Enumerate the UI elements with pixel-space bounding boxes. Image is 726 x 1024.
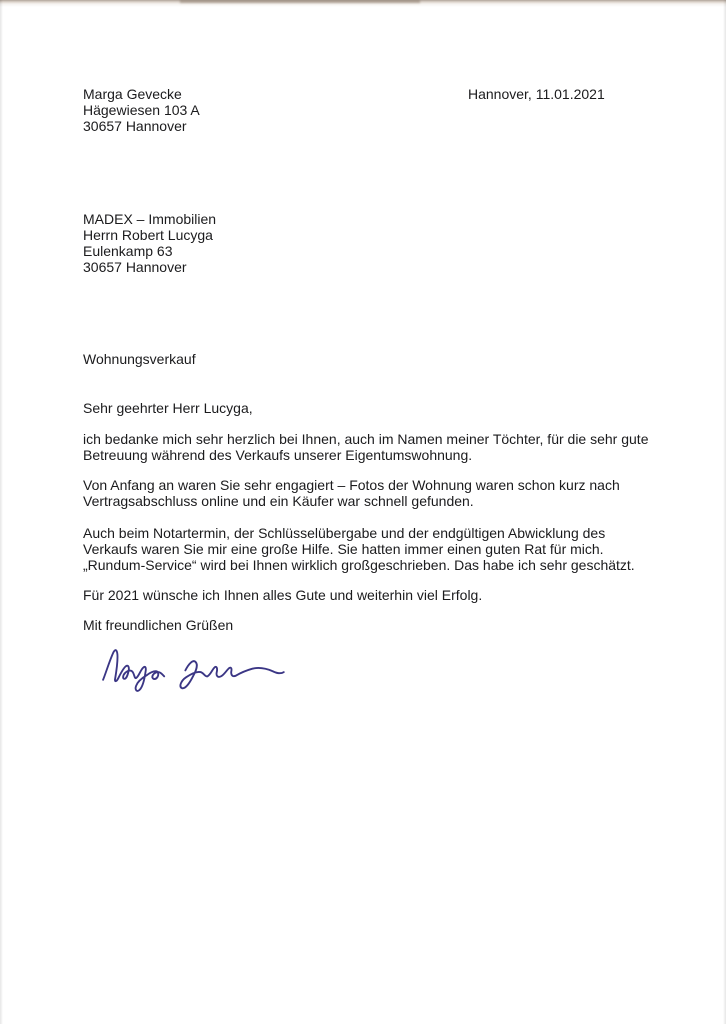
recipient-company: MADEX – Immobilien	[83, 211, 217, 227]
body-line: Verkaufs waren Sie mir eine große Hilfe. Sie hatten immer einen guten Rat für mich.	[83, 541, 604, 557]
body-paragraph-2	[83, 477, 620, 509]
body-line: ich bedanke mich sehr herzlich bei Ihnen, auch im Namen meiner Töchter, für die sehr gute	[83, 431, 649, 447]
subject-line: Wohnungsverkauf	[83, 351, 196, 367]
body-paragraph-3	[83, 525, 635, 573]
body-paragraph-1	[83, 431, 648, 463]
sender-name: Marga Gevecke	[83, 86, 182, 102]
sender-address-block	[83, 86, 200, 134]
sender-street: Hägewiesen 103 A	[83, 102, 200, 118]
dateline: Hannover, 11.01.2021	[468, 86, 605, 102]
handwritten-signature	[98, 636, 288, 698]
signature-ink-svg	[98, 636, 288, 698]
scan-edge-top	[0, 0, 726, 7]
recipient-street: Eulenkamp 63	[83, 243, 173, 259]
recipient-city: 30657 Hannover	[83, 259, 187, 275]
body-line: Auch beim Notartermin, der Schlüsselübergabe und der endgültigen Abwicklung des	[83, 525, 606, 541]
recipient-address-block	[83, 211, 216, 275]
body-line: Betreuung während des Verkaufs unserer Eigentumswohnung.	[83, 447, 473, 463]
scan-edge-left	[0, 0, 3, 1024]
signature-stroke-last-name	[180, 661, 283, 688]
sender-city: 30657 Hannover	[83, 118, 187, 134]
recipient-attn: Herrn Robert Lucyga	[83, 227, 213, 243]
body-line: „Rundum-Service“ wird bei Ihnen wirklich großgeschrieben. Das habe ich sehr geschätzt.	[83, 557, 635, 573]
body-paragraph-4	[83, 587, 482, 603]
body-line: Für 2021 wünsche ich Ihnen alles Gute und weiterhin viel Erfolg.	[83, 587, 483, 603]
signature-stroke-first-name	[103, 650, 164, 691]
body-line: Von Anfang an waren Sie sehr engagiert – Fotos der Wohnung waren schon kurz nach	[83, 477, 620, 493]
body-line: Vertragsabschluss online und ein Käufer war schnell gefunden.	[83, 493, 474, 509]
salutation: Sehr geehrter Herr Lucyga,	[83, 400, 253, 416]
closing-phrase: Mit freundlichen Grüßen	[83, 617, 234, 633]
